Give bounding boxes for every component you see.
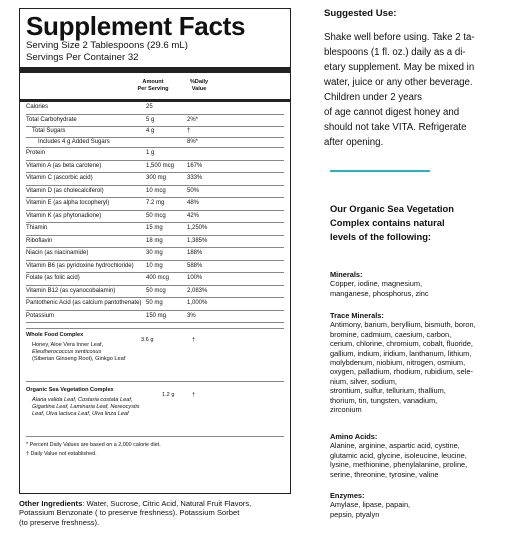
- nutrient-row: [26, 186, 284, 199]
- nutrient-daily-value: 42%: [187, 212, 200, 219]
- nutrient-amount: 10 mcg: [146, 187, 166, 194]
- suggested-use-line: water, juice or any other beverage.: [324, 77, 473, 88]
- amino-acids-title: Amino Acids:: [330, 432, 378, 441]
- nutrient-amount: 30 mg: [146, 250, 163, 257]
- nutrient-amount: 4 g: [146, 128, 155, 134]
- supplement-facts-panel: [19, 8, 291, 494]
- trace-minerals-line: strontium, sulfur, tellurium, thallium,: [330, 386, 446, 396]
- nutrient-name: Vitamin B6 (as pyridoxine hydrochloride): [26, 262, 134, 269]
- nutrient-amount: 1,500 mcg: [146, 162, 175, 169]
- nutrient-name: Folate (as folic acid): [26, 275, 80, 282]
- enzymes-section: [330, 491, 500, 519]
- whole-food-ingredient-line: Eleutherococcus senticosus: [32, 349, 102, 355]
- nutrient-daily-value: 48%: [187, 200, 200, 207]
- nutrient-amount: 5 g: [146, 116, 155, 123]
- enzymes-line: Amylase, lipase, papain,: [330, 500, 411, 510]
- nutrient-row: [26, 115, 284, 128]
- minerals-line: manganese, phosphorus, zinc: [330, 288, 429, 298]
- trace-minerals-line: cerium, chlorine, chromium, cobalt, fluoride,: [330, 339, 473, 349]
- trace-minerals-line: molybdenum, niobium, nitrogen, osmium,: [330, 358, 466, 368]
- nutrient-row: [26, 286, 284, 299]
- amino-acids-line: serine, threonine, tyrosine, valine: [330, 469, 439, 479]
- sea-heading-line: levels of the following:: [330, 231, 432, 243]
- daily-value-header: [176, 79, 222, 93]
- amino-acids-line: Alanine, arginine, aspartic acid, cystine,: [330, 441, 460, 451]
- nutrient-row: [26, 148, 284, 161]
- other-ingredients-line: Potassium Benzonate ( to preserve freshness). Potassium Sorbet: [19, 508, 240, 518]
- nutrient-row: [26, 211, 284, 224]
- nutrient-amount: 25: [146, 104, 153, 110]
- nutrient-amount: 50 mg: [146, 300, 163, 307]
- nutrient-daily-value: 3%: [187, 312, 196, 319]
- enzymes-line: pepsin, ptyalyn: [330, 509, 380, 519]
- nutrient-name: Potassium: [26, 312, 55, 319]
- sea-complex-ingredient-line: Gigartina Leaf, Laminaria Leaf, Nereocystis: [32, 404, 140, 410]
- nutrient-amount: 7.2 mg: [146, 200, 165, 207]
- amino-acids-line: glutamic acid, glycine, isoleucine, leucine,: [330, 450, 467, 460]
- nutrient-daily-value: 2,083%: [187, 287, 208, 294]
- nutrient-row: [26, 127, 284, 138]
- nutrient-daily-value: †: [187, 128, 191, 134]
- footnote-dv-not-established: † Daily Value not established.: [26, 450, 97, 457]
- sea-complex-amount: 1.2 g: [162, 392, 175, 399]
- other-ingredients-line: : Water, Sucrose, Citric Acid, Natural Fruit Flavors,: [82, 499, 252, 508]
- nutrient-row: [26, 173, 284, 186]
- nutrient-name: Thiamin: [26, 225, 48, 232]
- whole-food-dv: †: [192, 337, 196, 344]
- column-header: [26, 73, 284, 99]
- suggested-use-text: [324, 30, 500, 150]
- nutrient-name: Calories: [26, 104, 49, 110]
- amount-header-line1: Amount: [142, 79, 164, 85]
- sea-complex-dv: †: [192, 392, 196, 399]
- nutrient-row: [26, 261, 284, 274]
- nutrient-row: [26, 273, 284, 286]
- amount-header-line2: Per Serving: [137, 86, 169, 92]
- nutrient-name: Vitamin A (as beta carotene): [26, 162, 102, 169]
- nutrient-name: Niacin (as niacinamide): [26, 250, 89, 257]
- nutrient-name: Vitamin D (as cholecalciferol): [26, 187, 104, 194]
- minerals-line: Copper, iodine, magnesium,: [330, 279, 423, 289]
- whole-food-ingredient-line: (Siberian Ginseng Root), Ginkgo Leaf: [32, 356, 126, 363]
- sea-heading-line: Our Organic Sea Vegetation: [330, 203, 454, 214]
- trace-minerals-line: nium, silver, sodium,: [330, 376, 397, 386]
- nutrient-name: Riboflavin: [26, 237, 53, 244]
- trace-minerals-title: Trace Minerals:: [330, 311, 384, 320]
- nutrient-row: [26, 102, 284, 115]
- nutrient-daily-value: 188%: [187, 250, 203, 257]
- sea-complex-ingredient-line: Leaf, Ulva lactuca Leaf, Ulva linza Leaf: [32, 411, 129, 418]
- servings-per-container: Servings Per Container 32: [26, 52, 139, 63]
- nutrient-daily-value: 1,385%: [187, 237, 208, 244]
- whole-food-amount: 3.6 g: [141, 337, 154, 344]
- nutrient-amount: 18 mg: [146, 237, 163, 244]
- nutrient-row: [26, 298, 284, 311]
- facts-title: Supplement Facts: [26, 11, 246, 41]
- dv-header-line2: Value: [191, 86, 207, 92]
- footnote-percent-dv: * Percent Daily Values are based on a 2,000 calorie diet.: [26, 442, 161, 449]
- nutrient-daily-value: 2%*: [187, 116, 199, 123]
- whole-food-complex: [26, 329, 284, 382]
- suggested-use-title: Suggested Use:: [324, 8, 397, 19]
- footnotes: [26, 437, 284, 458]
- nutrient-name: Includes 4 g Added Sugars: [38, 138, 110, 145]
- nutrient-name: Vitamin E (as alpha tocopheryl): [26, 200, 110, 207]
- trace-minerals-line: bromine, cadmium, caesium, carbon,: [330, 329, 452, 339]
- nutrient-rows: [26, 102, 284, 323]
- minerals-title: Minerals:: [330, 270, 363, 279]
- nutrient-amount: 50 mcg: [146, 287, 166, 294]
- suggested-use-line: should not take VITA. Refrigerate: [324, 122, 467, 133]
- suggested-use-line: after opening.: [324, 137, 384, 148]
- nutrient-amount: 10 mg: [146, 262, 163, 269]
- nutrient-row: [26, 223, 284, 236]
- nutrient-daily-value: 588%: [187, 262, 203, 269]
- trace-minerals-line: zirconium: [330, 405, 362, 415]
- accent-divider: [330, 170, 430, 172]
- trace-minerals-section: [330, 311, 500, 414]
- nutrient-row: [26, 161, 284, 174]
- nutrient-amount: 300 mg: [146, 175, 167, 182]
- trace-minerals-line: Antimony, barium, beryllium, bismuth, boron,: [330, 320, 476, 330]
- trace-minerals-line: gallium, indium, iridium, lanthanum, lithium,: [330, 348, 472, 358]
- amino-acids-section: [330, 432, 500, 479]
- other-ingredients: [19, 499, 311, 527]
- suggested-use-line: etary supplement. May be mixed in: [324, 62, 475, 73]
- dv-header-line1: %Daily: [189, 79, 209, 85]
- suggested-use-line: of age cannot digest honey and: [324, 107, 460, 118]
- nutrient-row: [26, 198, 284, 211]
- nutrient-name: Pantothenic Acid (as calcium pantothenate): [26, 300, 142, 307]
- nutrient-name: Vitamin C (ascorbic acid): [26, 175, 93, 182]
- suggested-use-line: Shake well before using. Take 2 ta-: [324, 32, 475, 43]
- sea-vegetation-heading: [330, 202, 454, 245]
- nutrient-amount: 15 mg: [146, 225, 163, 232]
- suggested-use-line: blespoons (1 fl. oz.) daily as a di-: [324, 47, 466, 58]
- nutrient-daily-value: 333%: [187, 175, 203, 182]
- nutrient-amount: 1 g: [146, 150, 155, 157]
- other-ingredients-line: (to preserve freshness).: [19, 517, 100, 527]
- sea-complex-ingredient-line: Alaria valida Leaf, Costaria costata Leaf,: [32, 396, 133, 403]
- trace-minerals-line: thorium, tin, tungsten, vanadium,: [330, 395, 438, 405]
- nutrient-daily-value: 100%: [187, 275, 203, 282]
- other-ingredients-label: Other Ingredients: [19, 499, 83, 508]
- nutrient-amount: 50 mcg: [146, 212, 166, 219]
- whole-food-title: Whole Food Complex: [26, 332, 84, 339]
- nutrient-daily-value: 167%: [187, 162, 203, 169]
- nutrient-name: Vitamin K (as phytonadione): [26, 212, 102, 219]
- enzymes-title: Enzymes:: [330, 491, 365, 500]
- nutrient-row: [26, 138, 284, 149]
- suggested-use-line: Children under 2 years: [324, 92, 423, 103]
- serving-size: Serving Size 2 Tablespoons (29.6 mL): [26, 40, 188, 51]
- amino-acids-line: lysine, methionine, phenylalanine, proline,: [330, 460, 468, 470]
- nutrient-name: Total Sugars: [32, 128, 66, 134]
- nutrient-name: Vitamin B12 (as cyanocobalamin): [26, 287, 116, 294]
- nutrient-daily-value: 50%: [187, 187, 200, 194]
- nutrient-row: [26, 311, 284, 324]
- nutrient-name: Total Carbohydrate: [26, 116, 77, 123]
- sea-heading-line: Complex contains natural: [330, 217, 445, 229]
- nutrient-amount: 400 mcg: [146, 275, 170, 282]
- sea-complex-title: Organic Sea Vegetation Complex: [26, 387, 114, 394]
- trace-minerals-line: oxygen, palladium, rhodium, rubidium, sele-: [330, 367, 473, 377]
- nutrient-amount: 150 mg: [146, 312, 167, 319]
- whole-food-ingredient-line: Honey, Aloe Vera Inner Leaf,: [32, 341, 104, 348]
- nutrient-daily-value: 1,250%: [187, 225, 208, 232]
- minerals-section: [330, 270, 500, 298]
- nutrient-name: Protein: [26, 150, 46, 157]
- nutrient-daily-value: 1,000%: [187, 300, 208, 307]
- nutrient-row: [26, 248, 284, 261]
- nutrient-daily-value: 8%*: [187, 138, 199, 145]
- nutrient-row: [26, 236, 284, 249]
- sea-vegetation-complex: [26, 382, 284, 437]
